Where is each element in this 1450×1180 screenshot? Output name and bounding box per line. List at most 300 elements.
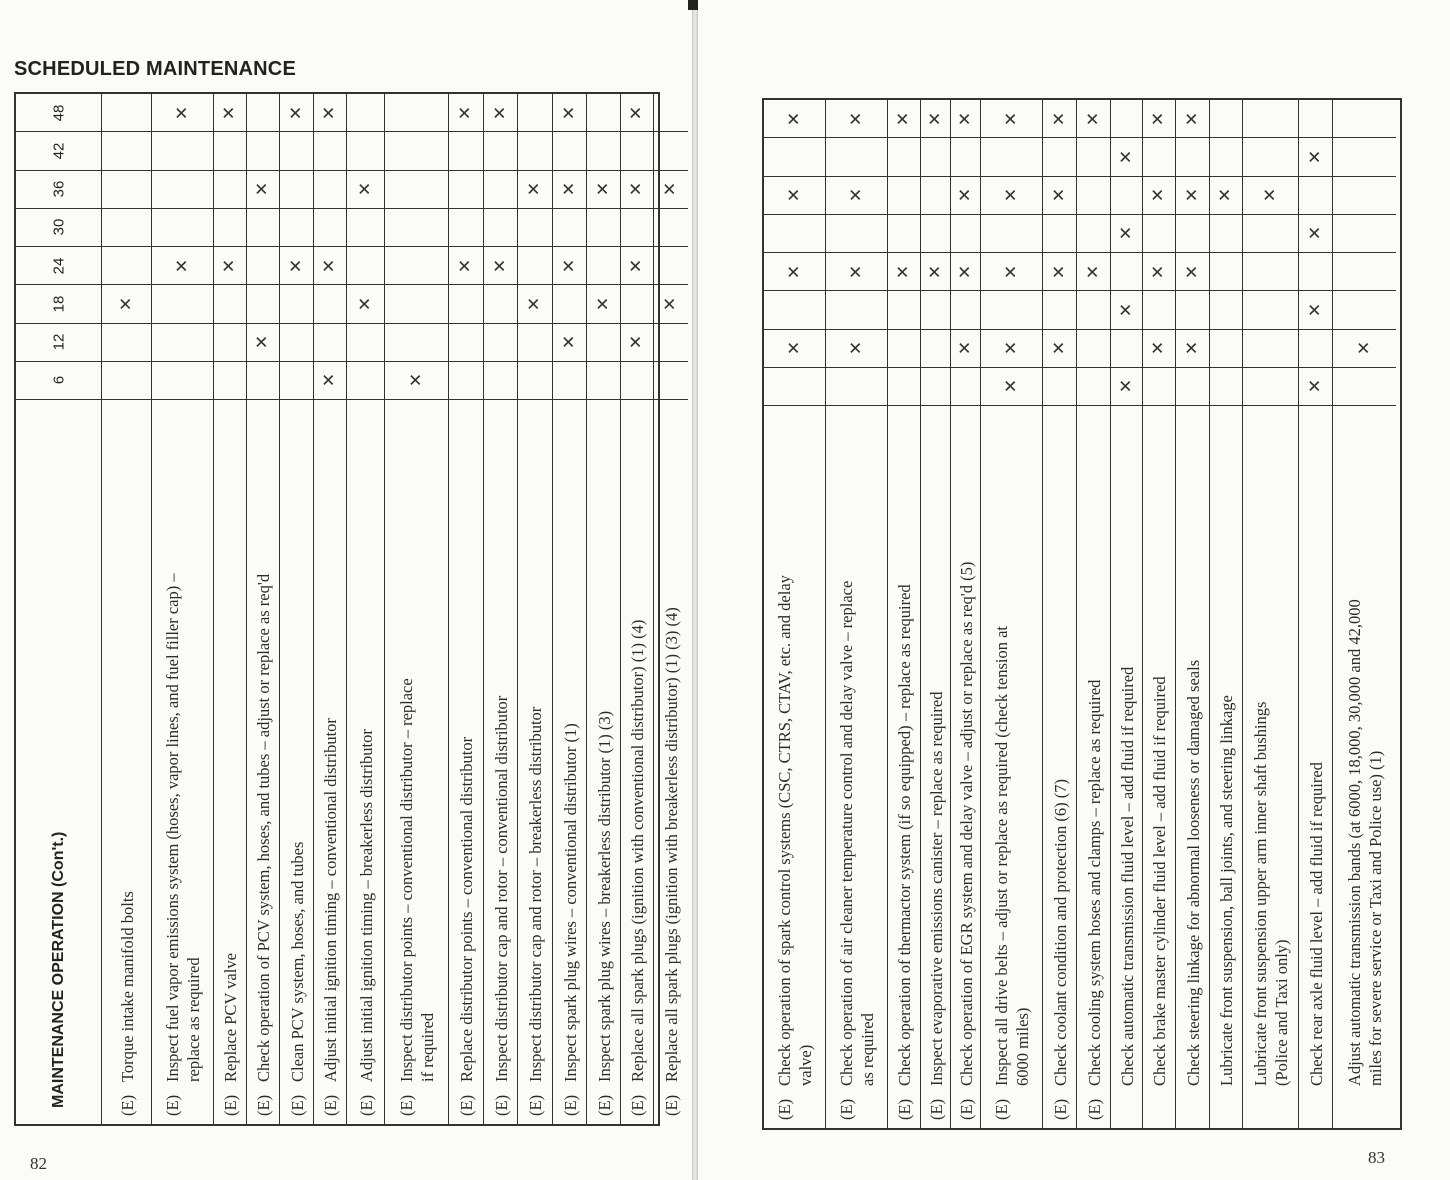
operation-cell <box>553 400 586 1124</box>
interval-cell <box>1143 368 1175 406</box>
interval-cell <box>518 171 552 209</box>
interval-cell <box>981 100 1042 138</box>
interval-cell <box>484 132 517 170</box>
check-mark: ✕ <box>355 182 375 197</box>
interval-cell <box>1243 291 1298 329</box>
operation-description: Check cooling system hoses and clamps – replace as required <box>1084 679 1104 1086</box>
interval-cell <box>621 94 653 132</box>
interval-cell <box>518 209 552 247</box>
interval-cell <box>385 285 448 323</box>
table-row <box>152 94 214 1124</box>
interval-cell <box>553 247 586 285</box>
page-number-left: 82 <box>30 1154 47 1173</box>
operation-description: Check operation of spark control systems (CSC, CTRS, CTAV, etc. and delay <box>775 575 794 1086</box>
interval-cell <box>764 368 825 406</box>
interval-cell <box>1143 253 1175 291</box>
operation-code: (E) <box>926 1098 946 1120</box>
interval-header-cell <box>16 362 101 400</box>
check-mark: ✕ <box>1116 302 1136 317</box>
interval-cell <box>247 285 279 323</box>
check-mark: ✕ <box>955 188 975 203</box>
interval-cell <box>214 285 246 323</box>
operation-line <box>594 711 615 1116</box>
operation-line <box>774 575 795 1120</box>
check-mark: ✕ <box>955 111 975 126</box>
operation-line <box>1050 779 1071 1120</box>
interval-cell <box>484 362 517 400</box>
operation-description: Check brake master cylinder fluid level – add fluid if required <box>1150 676 1169 1086</box>
operation-code: (E) <box>491 1094 511 1116</box>
operation-line <box>661 607 682 1116</box>
interval-cell <box>314 247 346 285</box>
operation-description: Check operation of air cleaner temperature control and delay valve – replace <box>837 580 856 1086</box>
interval-cell <box>621 362 653 400</box>
interval-cell <box>951 138 980 176</box>
interval-cell <box>764 177 825 215</box>
operation-line <box>396 678 417 1116</box>
interval-cell <box>347 362 384 400</box>
check-mark: ✕ <box>1148 341 1169 356</box>
operation-text <box>991 626 1033 1120</box>
check-mark: ✕ <box>490 105 510 120</box>
operation-line <box>894 584 915 1120</box>
interval-cell <box>1077 215 1110 253</box>
operation-description: Replace distributor points – conventional distributor <box>457 736 476 1082</box>
operation-line <box>627 620 648 1116</box>
operation-cell <box>484 400 517 1124</box>
check-mark: ✕ <box>626 105 647 120</box>
interval-cell <box>654 247 688 285</box>
operation-text <box>491 696 512 1116</box>
operation-line <box>1250 702 1271 1120</box>
operation-text <box>1306 762 1327 1120</box>
interval-cell <box>1243 330 1298 368</box>
table-row <box>280 94 314 1124</box>
interval-cell <box>981 291 1042 329</box>
check-mark: ✕ <box>490 258 510 273</box>
table-row <box>587 94 621 1124</box>
interval-cell <box>518 285 552 323</box>
operation-line <box>956 562 977 1120</box>
operation-text <box>396 678 438 1116</box>
table-header-row <box>16 94 102 1124</box>
check-mark: ✕ <box>172 105 192 120</box>
interval-cell <box>1077 177 1110 215</box>
interval-cell <box>1299 138 1332 176</box>
interval-cell <box>1111 253 1142 291</box>
operation-line <box>320 718 341 1116</box>
interval-cell <box>1111 138 1142 176</box>
check-mark: ✕ <box>593 296 613 311</box>
operation-code: (E) <box>221 1094 240 1116</box>
operation-description: Replace all spark plugs (ignition with breakerless distributor) (1) (3) (4) <box>661 607 681 1082</box>
interval-cell <box>587 94 620 132</box>
operation-line <box>220 953 241 1116</box>
interval-cell <box>921 253 950 291</box>
interval-cell <box>921 291 950 329</box>
table-row <box>1077 100 1111 1128</box>
interval-cell <box>484 324 517 362</box>
check-mark: ✕ <box>846 188 866 203</box>
interval-cell <box>1210 330 1242 368</box>
interval-cell <box>385 132 448 170</box>
check-mark: ✕ <box>784 111 804 126</box>
interval-cell <box>888 291 920 329</box>
table-row <box>553 94 587 1124</box>
operation-text <box>1250 702 1292 1120</box>
operation-text <box>1216 695 1237 1120</box>
check-mark: ✕ <box>1148 111 1169 126</box>
operation-description: Inspect distributor points – conventional distributor – replace <box>397 678 416 1082</box>
interval-cell <box>888 330 920 368</box>
check-mark: ✕ <box>784 188 804 203</box>
interval-cell <box>553 94 586 132</box>
interval-cell <box>1043 138 1076 176</box>
operation-code: (E) <box>163 1094 182 1116</box>
operation-text <box>253 574 274 1116</box>
interval-cell <box>518 94 552 132</box>
interval-cell <box>921 330 950 368</box>
check-mark: ✕ <box>626 182 647 197</box>
interval-cell <box>102 247 151 285</box>
operation-description: Clean PCV system, hoses, and tubes <box>287 841 307 1082</box>
interval-cell <box>102 362 151 400</box>
interval-cell <box>981 330 1042 368</box>
check-mark: ✕ <box>1354 341 1374 356</box>
interval-cell <box>764 253 825 291</box>
interval-cell <box>1176 330 1209 368</box>
interval-cell <box>888 138 920 176</box>
operation-text <box>320 718 341 1116</box>
interval-cell <box>347 247 384 285</box>
check-mark: ✕ <box>455 105 476 120</box>
check-mark: ✕ <box>1001 264 1021 279</box>
operation-line-wrap: valve) <box>796 1044 815 1086</box>
interval-cell <box>280 94 313 132</box>
operation-code: (E) <box>457 1094 476 1116</box>
interval-cell <box>764 330 825 368</box>
interval-cell <box>152 362 213 400</box>
operation-line-wrap: if required <box>418 1012 437 1082</box>
interval-label: 30 <box>50 219 67 236</box>
operation-line-wrap: replace as required <box>184 957 203 1082</box>
interval-cell <box>553 324 586 362</box>
operation-cell <box>1333 406 1396 1128</box>
operation-code: (E) <box>397 1094 416 1116</box>
check-mark: ✕ <box>1083 111 1103 126</box>
check-mark: ✕ <box>1116 226 1136 241</box>
interval-cell <box>1210 368 1242 406</box>
interval-cell <box>280 171 313 209</box>
interval-cell <box>1043 215 1076 253</box>
interval-cell <box>1243 215 1298 253</box>
check-mark: ✕ <box>252 182 273 197</box>
interval-cell <box>449 171 483 209</box>
operation-text <box>560 723 581 1116</box>
interval-cell <box>1111 330 1142 368</box>
interval-cell <box>654 94 688 132</box>
interval-cell <box>247 247 279 285</box>
operation-line <box>456 737 477 1116</box>
operation-text <box>356 729 377 1116</box>
check-mark: ✕ <box>1001 188 1021 203</box>
interval-cell <box>1176 177 1209 215</box>
operation-cell <box>951 406 980 1128</box>
page-number-right: 83 <box>1368 1148 1385 1167</box>
interval-cell <box>247 362 279 400</box>
interval-cell <box>314 171 346 209</box>
interval-cell <box>1243 100 1298 138</box>
interval-cell <box>1143 177 1175 215</box>
left-page <box>0 0 692 1180</box>
interval-cell <box>1043 368 1076 406</box>
operation-code: (E) <box>956 1098 976 1120</box>
operation-cell <box>1176 406 1209 1128</box>
interval-cell <box>1077 330 1110 368</box>
check-mark: ✕ <box>172 258 192 273</box>
interval-cell <box>981 253 1042 291</box>
operation-cell <box>314 400 346 1124</box>
operation-cell <box>764 406 825 1128</box>
operation-code: (E) <box>628 1094 647 1116</box>
interval-cell <box>1077 291 1110 329</box>
operation-text <box>774 575 816 1120</box>
interval-cell <box>654 324 688 362</box>
interval-cell <box>1111 100 1142 138</box>
table-row <box>888 100 921 1128</box>
interval-cell <box>247 324 279 362</box>
check-mark: ✕ <box>626 258 647 273</box>
operation-text <box>162 573 204 1116</box>
interval-cell <box>280 247 313 285</box>
interval-cell <box>621 324 653 362</box>
interval-cell <box>152 209 213 247</box>
check-mark: ✕ <box>559 258 579 273</box>
check-mark: ✕ <box>1148 264 1169 279</box>
operation-description: Check steering linkage for abnormal looseness or damaged seals <box>1183 659 1203 1086</box>
interval-cell <box>587 132 620 170</box>
operation-cell <box>152 400 213 1124</box>
interval-cell <box>214 94 246 132</box>
interval-cell <box>1176 253 1209 291</box>
right-page <box>698 0 1450 1180</box>
interval-cell <box>621 247 653 285</box>
check-mark: ✕ <box>524 296 545 311</box>
operation-text <box>1183 660 1204 1120</box>
operation-cell <box>247 400 279 1124</box>
interval-cell <box>1333 177 1396 215</box>
interval-cell <box>518 324 552 362</box>
interval-cell <box>214 324 246 362</box>
table-row <box>1143 100 1176 1128</box>
interval-cell <box>826 330 887 368</box>
check-mark: ✕ <box>660 182 681 197</box>
check-mark: ✕ <box>784 264 804 279</box>
operation-cell <box>621 400 653 1124</box>
interval-cell <box>102 324 151 362</box>
interval-cell <box>826 177 887 215</box>
interval-cell <box>826 215 887 253</box>
check-mark: ✕ <box>925 264 945 279</box>
interval-cell <box>280 324 313 362</box>
operation-line-wrap: (Police and Taxi only) <box>1272 939 1291 1086</box>
interval-cell <box>385 94 448 132</box>
interval-cell <box>1333 330 1396 368</box>
check-mark: ✕ <box>1001 341 1021 356</box>
check-mark: ✕ <box>524 182 545 197</box>
table-row <box>981 100 1043 1128</box>
interval-label: 48 <box>50 104 67 121</box>
interval-cell <box>152 247 213 285</box>
interval-cell <box>484 209 517 247</box>
check-mark: ✕ <box>626 335 647 350</box>
interval-cell <box>888 177 920 215</box>
interval-cell <box>1143 330 1175 368</box>
operation-cell <box>1111 406 1142 1128</box>
interval-cell <box>102 285 151 323</box>
interval-cell <box>280 209 313 247</box>
operation-line <box>1344 599 1365 1120</box>
interval-cell <box>314 209 346 247</box>
operation-text <box>220 953 241 1116</box>
check-mark: ✕ <box>925 111 945 126</box>
interval-cell <box>1143 291 1175 329</box>
check-mark: ✕ <box>1001 111 1021 126</box>
check-mark: ✕ <box>219 105 240 120</box>
interval-cell <box>1077 253 1110 291</box>
check-mark: ✕ <box>1305 226 1325 241</box>
interval-cell <box>1143 215 1175 253</box>
interval-cell <box>951 100 980 138</box>
interval-cell <box>1299 330 1332 368</box>
check-mark: ✕ <box>1305 149 1325 164</box>
operation-cell <box>1077 406 1110 1128</box>
interval-cell <box>587 171 620 209</box>
interval-cell <box>553 171 586 209</box>
operation-text <box>594 711 615 1116</box>
interval-cell <box>280 362 313 400</box>
table-row <box>518 94 553 1124</box>
interval-cell <box>449 362 483 400</box>
table-row <box>1111 100 1143 1128</box>
operation-line-wrap: as required <box>858 1013 877 1086</box>
check-mark: ✕ <box>846 111 866 126</box>
interval-cell <box>518 362 552 400</box>
check-mark: ✕ <box>116 296 136 311</box>
check-mark: ✕ <box>955 264 975 279</box>
table-row <box>347 94 385 1124</box>
operation-code: (E) <box>287 1094 307 1116</box>
interval-header-cell <box>16 94 101 132</box>
interval-cell <box>921 177 950 215</box>
interval-cell <box>484 285 517 323</box>
operation-text <box>661 607 682 1116</box>
operation-line <box>491 696 512 1116</box>
interval-label: 42 <box>50 142 67 160</box>
check-mark: ✕ <box>593 182 613 197</box>
interval-cell <box>654 209 688 247</box>
check-mark: ✕ <box>406 373 426 388</box>
table-row <box>826 100 888 1128</box>
operation-description: Check operation of PCV system, hoses, and tubes – adjust or replace as req'd <box>254 573 273 1082</box>
interval-cell <box>587 209 620 247</box>
check-mark: ✕ <box>955 341 975 356</box>
table-row <box>621 94 654 1124</box>
interval-cell <box>102 132 151 170</box>
operation-cell <box>888 406 920 1128</box>
operation-code: (E) <box>526 1094 545 1116</box>
interval-cell <box>280 132 313 170</box>
operation-code: (E) <box>992 1098 1011 1120</box>
operation-text <box>1117 667 1138 1120</box>
check-mark: ✕ <box>1049 188 1069 203</box>
check-mark: ✕ <box>319 105 340 120</box>
interval-cell <box>1333 138 1396 176</box>
interval-cell <box>1176 100 1209 138</box>
check-mark: ✕ <box>893 111 914 126</box>
operation-code: (E) <box>1084 1098 1104 1120</box>
interval-cell <box>826 253 887 291</box>
interval-cell <box>981 138 1042 176</box>
operation-line <box>836 581 857 1120</box>
interval-label: 24 <box>50 257 67 274</box>
operation-description: Adjust initial ignition timing – conventional distributor <box>321 718 340 1082</box>
interval-cell <box>1077 368 1110 406</box>
interval-cell <box>1043 330 1076 368</box>
interval-cell <box>888 253 920 291</box>
interval-cell <box>347 132 384 170</box>
check-mark: ✕ <box>893 264 914 279</box>
check-mark: ✕ <box>1260 188 1280 203</box>
interval-cell <box>553 285 586 323</box>
maintenance-table-right <box>762 98 1402 1130</box>
interval-cell <box>1299 368 1332 406</box>
interval-cell <box>314 94 346 132</box>
check-mark: ✕ <box>319 373 340 388</box>
interval-cell <box>951 291 980 329</box>
interval-cell <box>621 132 653 170</box>
interval-cell <box>214 362 246 400</box>
check-mark: ✕ <box>355 296 375 311</box>
interval-header-cell <box>16 324 101 362</box>
operation-description: Inspect all drive belts – adjust or replace as required (check tension at <box>992 626 1011 1086</box>
interval-cell <box>553 209 586 247</box>
operation-cell <box>280 400 313 1124</box>
operation-description: Adjust automatic transmission bands (at 6000, 18,000, 30,000 and 42,000 <box>1344 599 1364 1086</box>
interval-cell <box>587 324 620 362</box>
table-row <box>1176 100 1210 1128</box>
operation-description: Torque intake manifold bolts <box>117 891 137 1082</box>
operation-line <box>1149 676 1170 1120</box>
interval-cell <box>654 132 688 170</box>
interval-header-cell <box>16 171 101 209</box>
interval-cell <box>247 132 279 170</box>
table-row <box>484 94 518 1124</box>
interval-cell <box>951 330 980 368</box>
interval-cell <box>764 138 825 176</box>
interval-cell <box>1333 291 1396 329</box>
operation-line <box>117 891 138 1116</box>
operation-text <box>926 692 947 1120</box>
interval-cell <box>654 171 688 209</box>
check-mark: ✕ <box>559 105 579 120</box>
interval-cell <box>921 138 950 176</box>
interval-cell <box>152 132 213 170</box>
interval-cell <box>654 285 688 323</box>
operation-code: (E) <box>1050 1098 1070 1120</box>
check-mark: ✕ <box>559 335 579 350</box>
operation-description: Check operation of EGR system and delay valve – adjust or replace as req'd (5) <box>956 561 976 1086</box>
